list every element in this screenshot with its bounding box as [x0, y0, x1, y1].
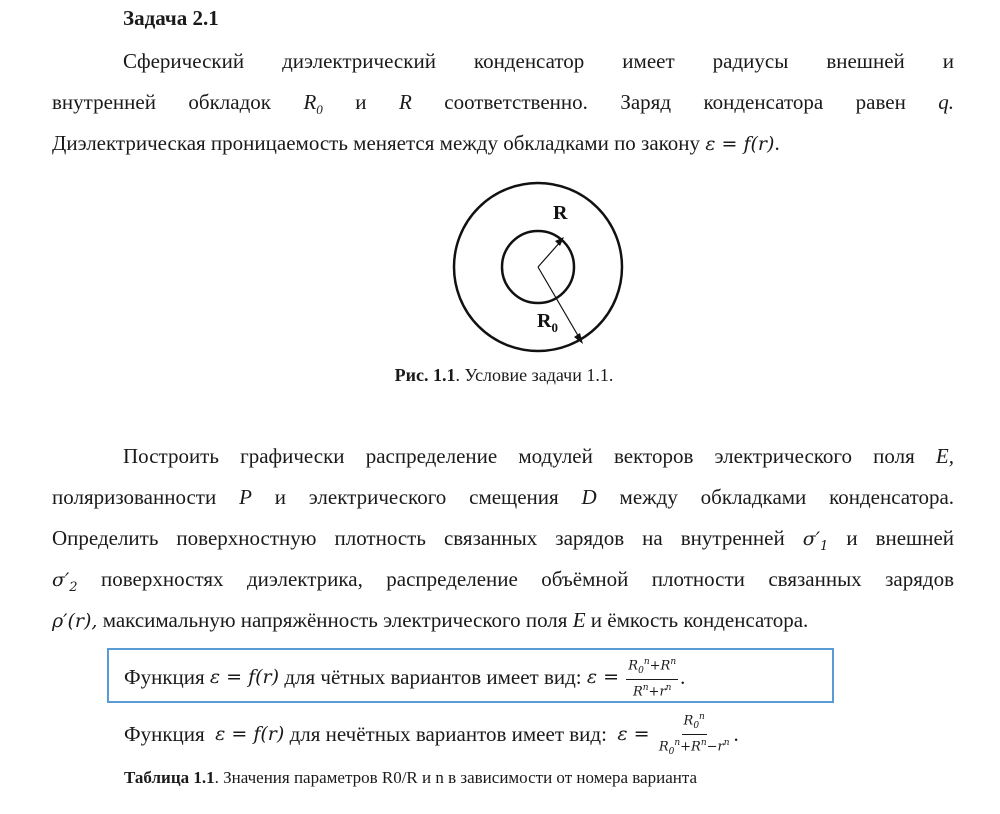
paragraph-line: Построить графически распределение модулей векторов электрического поля E, — [123, 444, 954, 468]
symbol-rho: ρ′(r), — [52, 610, 98, 632]
paragraph-line: Сферический диэлектрический конденсатор имеет радиусы внешней и — [123, 49, 954, 73]
symbol-R0: $R_0$ — [303, 90, 323, 118]
odd-fraction: $\frac{R_0^n}{R_0^n+R^n-r^n}$ — [658, 711, 730, 757]
table-caption: Таблица 1.1. Значения параметров R0/R и n в зависимости от номера варианта — [124, 768, 698, 787]
figure-caption: Рис. 1.1. Условие задачи 1.1. — [394, 365, 614, 385]
task-title: Задача 2.1 — [123, 6, 219, 30]
symbol-sigma2: $\sigma'_2$ — [52, 569, 78, 595]
radius-inner-line — [538, 241, 561, 267]
paragraph-line: поляризованности P и электрического смещения D между обкладками конденсатора. — [52, 485, 955, 509]
symbol-R: R — [398, 90, 412, 114]
odd-function-line: Функция ε = f(r) для нечётных вариантов имеет вид: ε = $\frac{R_0^n}{R_0^n+R^n-r^n}$ . — [124, 711, 739, 757]
label-R: R — [553, 202, 568, 224]
even-fraction: $\frac{R_0^n+R^n}{R^n+r^n}$ — [628, 656, 677, 700]
paragraph-line: ρ′(r), максимальную напряжённость электрического поля E и ёмкость конденсатора. — [52, 608, 809, 632]
paragraph-line: внутренней обкладок $R_0$ и R соответственно. Заряд конденсатора равен q. — [52, 90, 955, 118]
symbol-sigma1: $\sigma'_1$ — [802, 528, 829, 554]
formula-eps: ε = f(r) — [705, 133, 775, 155]
task-paragraph — [52, 41, 954, 164]
paragraph-line: $\sigma'_2$ поверхностях диэлектрика, распределение объёмной плотности связанных зарядов — [52, 567, 954, 595]
paragraph-line: Определить поверхностную плотность связанных зарядов на внутренней $\sigma'_1$ и внешней — [52, 526, 955, 554]
even-function-line: Функция ε = f(r) для чётных вариантов имеет вид: ε = $\frac{R_0^n+R^n}{R^n+r^n}$ . — [124, 656, 686, 700]
symbol-q: q. — [938, 90, 955, 114]
paragraph-line: Диэлектрическая проницаемость меняется между обкладками по закону ε = f(r). — [52, 131, 780, 155]
label-R0: $R_0$ — [537, 310, 558, 335]
task-paragraph-2 — [52, 436, 954, 641]
capacitor-figure — [437, 181, 637, 361]
